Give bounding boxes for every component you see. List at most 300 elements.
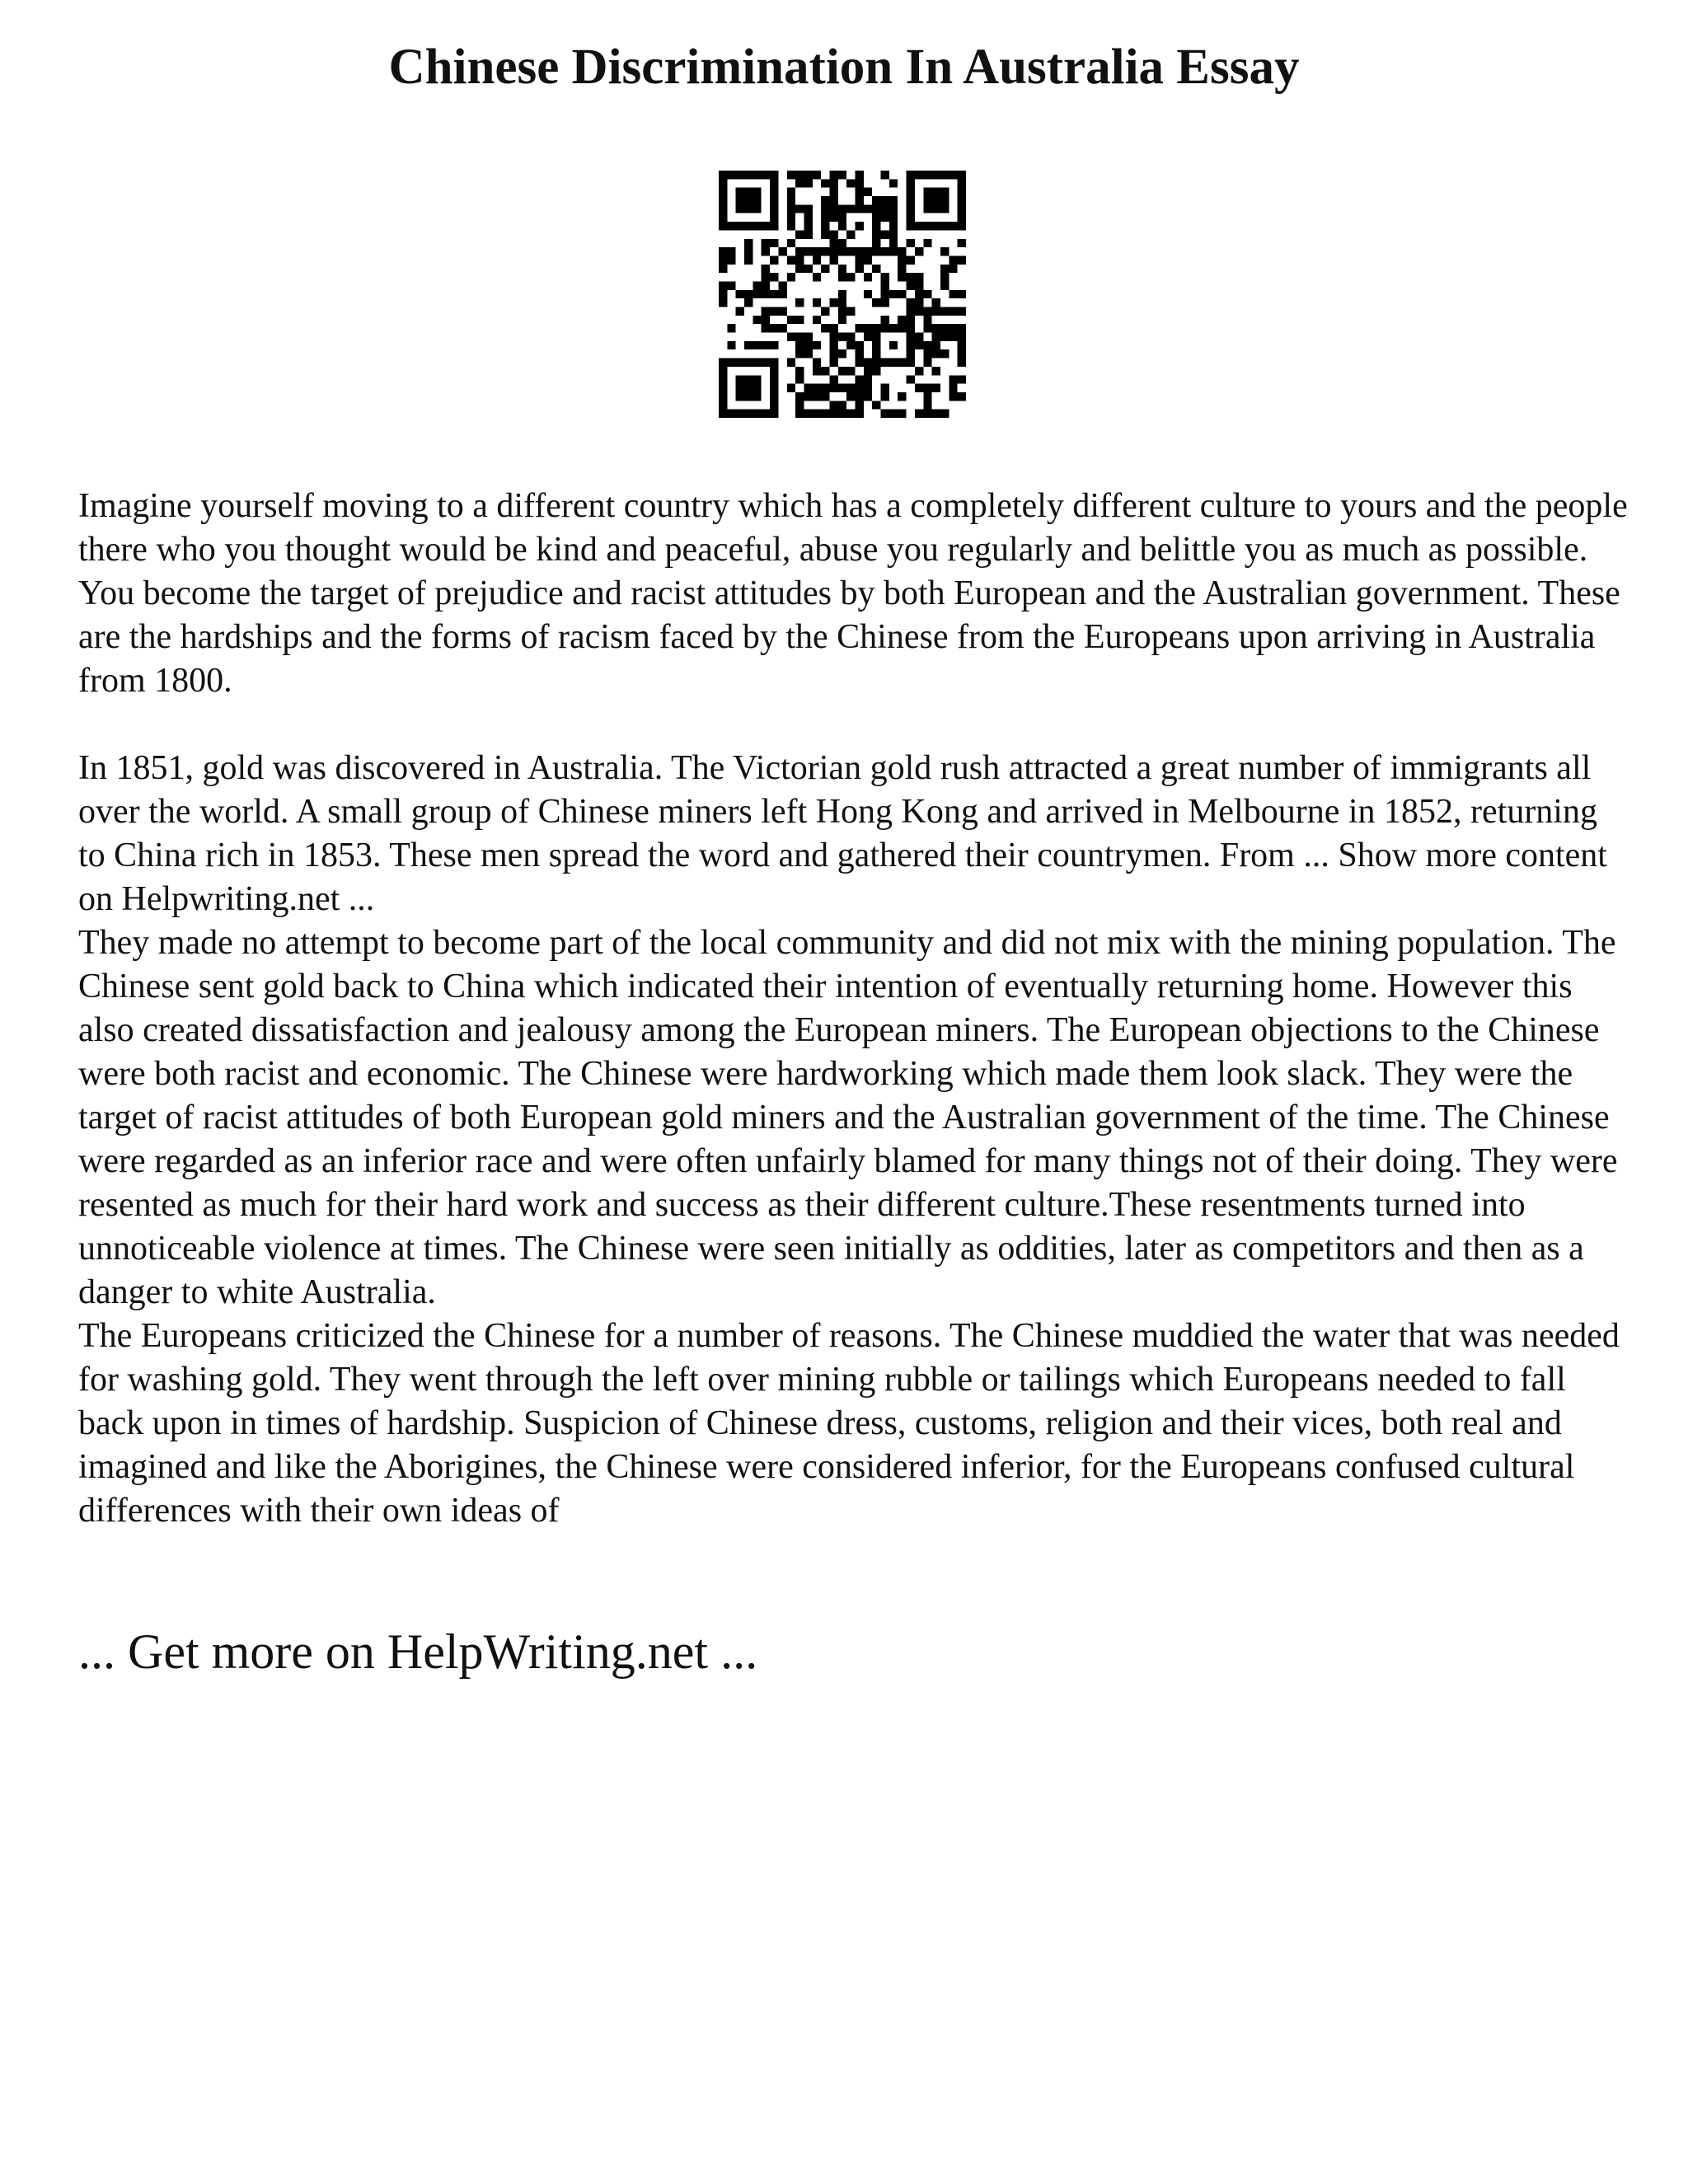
qr-module [753, 375, 761, 383]
qr-module [881, 384, 889, 392]
qr-module [804, 247, 812, 255]
qr-module [838, 204, 846, 213]
qr-module [770, 239, 778, 247]
qr-module [787, 171, 795, 179]
qr-module [881, 230, 889, 238]
qr-module [846, 384, 855, 392]
qr-module [753, 188, 761, 196]
qr-module [940, 307, 949, 316]
qr-module [838, 265, 846, 273]
qr-module [770, 359, 778, 367]
qr-module [719, 384, 727, 392]
qr-module [864, 188, 872, 196]
qr-module [958, 341, 966, 349]
qr-module [795, 204, 804, 213]
qr-module [864, 204, 872, 213]
qr-module [872, 196, 880, 204]
qr-module [872, 222, 880, 230]
qr-module [787, 204, 795, 213]
qr-module [872, 367, 880, 375]
qr-module [744, 290, 753, 298]
qr-module [923, 290, 931, 298]
page-title: Chinese Discrimination In Australia Essay [388, 40, 1300, 95]
qr-module [744, 247, 753, 255]
qr-module [719, 410, 727, 418]
qr-module [804, 230, 812, 238]
qr-module [872, 341, 880, 349]
qr-module [838, 247, 846, 255]
qr-module [829, 179, 837, 187]
qr-module [838, 298, 846, 307]
qr-module [856, 265, 864, 273]
qr-module [907, 239, 915, 247]
qr-module [762, 281, 770, 289]
qr-module [889, 196, 898, 204]
qr-module [923, 359, 931, 367]
qr-module [719, 401, 727, 409]
qr-module [958, 196, 966, 204]
qr-module [907, 341, 915, 349]
qr-module [795, 349, 804, 358]
qr-module [864, 384, 872, 392]
qr-module [940, 265, 949, 273]
qr-module [787, 316, 795, 324]
qr-module [804, 171, 812, 179]
qr-module [940, 281, 949, 289]
qr-module [770, 401, 778, 409]
paragraph-community: They made no attempt to become part of the local community and did not mix with the mining population. The Chinese sent gold back to China which indicated their intention of eventually returning home. However this also created dissatisfaction and jealousy among the European miners. The European objections to the Chinese were both racist and economic. The Chinese were hardworking which made them look slack. They were the target of racist attitudes of both European gold miners and the Australian government of the time. The Chinese were regarded as an inferior race and were often unfairly blamed for many things not of their doing. They were resented as much for their hard work and success as their different culture.These resentments turned into unnoticeable violence at times. The Chinese were seen initially as oddities, later as competitors and then as a danger to white Australia. [78, 924, 1618, 1311]
qr-module [864, 273, 872, 281]
qr-module [932, 349, 940, 358]
qr-module [846, 307, 855, 316]
qr-module [915, 341, 923, 349]
qr-module [821, 265, 829, 273]
qr-module [744, 196, 753, 204]
qr-module [727, 341, 735, 349]
get-more-link[interactable]: ... Get more on HelpWriting.net ... [78, 1624, 758, 1679]
qr-module [915, 307, 923, 316]
qr-module [727, 255, 735, 264]
qr-module [744, 239, 753, 247]
qr-module [907, 333, 915, 341]
qr-module [932, 298, 940, 307]
qr-module [804, 341, 812, 349]
qr-module [881, 273, 889, 281]
qr-module [923, 239, 931, 247]
qr-module [915, 281, 923, 289]
qr-module [813, 316, 821, 324]
qr-module [881, 316, 889, 324]
qr-module [846, 367, 855, 375]
qr-module [932, 222, 940, 230]
qr-module [727, 222, 735, 230]
qr-module [932, 307, 940, 316]
qr-module [821, 179, 829, 187]
qr-module [753, 359, 761, 367]
qr-module [719, 179, 727, 187]
qr-module [958, 375, 966, 383]
qr-module [898, 392, 906, 401]
qr-module [736, 410, 744, 418]
qr-module [762, 324, 770, 332]
qr-module [958, 179, 966, 187]
paragraph-gold-rush: In 1851, gold was discovered in Australia. The Victorian gold rush attracted a great number of immigrants all over the world. A small group of Chinese miners left Hong Kong and arrived in Melbourne in 1852, returning to China rich in 1853. These men spread the word and gathered their countrymen. From ... Show more content on Helpwriting.net ... [78, 749, 1607, 918]
qr-module [787, 384, 795, 392]
qr-module [770, 367, 778, 375]
qr-module [829, 239, 837, 247]
qr-module [846, 230, 855, 238]
qr-module [923, 316, 931, 324]
qr-module [762, 273, 770, 281]
qr-module [872, 204, 880, 213]
qr-module [762, 359, 770, 367]
qr-module [949, 384, 957, 392]
qr-module [813, 298, 821, 307]
qr-module [864, 255, 872, 264]
qr-module [907, 179, 915, 187]
qr-module [915, 222, 923, 230]
qr-module [856, 349, 864, 358]
qr-module [719, 367, 727, 375]
qr-module [915, 171, 923, 179]
qr-module [719, 255, 727, 264]
qr-module [898, 255, 906, 264]
qr-module [958, 333, 966, 341]
qr-module [744, 375, 753, 383]
qr-module [795, 316, 804, 324]
qr-module [907, 213, 915, 222]
qr-module [915, 247, 923, 255]
qr-module [856, 341, 864, 349]
qr-module [881, 392, 889, 401]
qr-module [795, 392, 804, 401]
qr-module [753, 384, 761, 392]
qr-module [923, 204, 931, 213]
qr-module [846, 341, 855, 349]
qr-module [889, 204, 898, 213]
qr-module [795, 171, 804, 179]
qr-module [907, 281, 915, 289]
qr-module [923, 222, 931, 230]
qr-module [744, 188, 753, 196]
qr-module [727, 324, 735, 332]
qr-module [949, 324, 957, 332]
qr-module [923, 401, 931, 409]
qr-module [736, 222, 744, 230]
qr-module [762, 247, 770, 255]
qr-module [821, 196, 829, 204]
qr-module [856, 188, 864, 196]
qr-module [762, 307, 770, 316]
qr-module [770, 213, 778, 222]
qr-module [744, 298, 753, 307]
qr-module [829, 401, 837, 409]
qr-module [719, 188, 727, 196]
qr-module [846, 410, 855, 418]
qr-module [795, 410, 804, 418]
qr-module [881, 298, 889, 307]
qr-module [753, 281, 761, 289]
qr-module [736, 290, 744, 298]
qr-module [795, 298, 804, 307]
qr-module [856, 247, 864, 255]
qr-module [795, 341, 804, 349]
qr-module [727, 281, 735, 289]
qr-module [846, 204, 855, 213]
qr-module [872, 298, 880, 307]
qr-module [770, 384, 778, 392]
qr-module [778, 247, 786, 255]
qr-module [898, 324, 906, 332]
qr-module [898, 247, 906, 255]
qr-module [795, 367, 804, 375]
qr-module [838, 307, 846, 316]
qr-module [778, 290, 786, 298]
qr-module [949, 375, 957, 383]
qr-module [829, 298, 837, 307]
qr-module [889, 222, 898, 230]
qr-module [762, 410, 770, 418]
qr-module [932, 324, 940, 332]
qr-module [787, 273, 795, 281]
qr-module [872, 359, 880, 367]
qr-module [932, 188, 940, 196]
qr-module [958, 204, 966, 213]
qr-module [949, 307, 957, 316]
qr-module [838, 401, 846, 409]
qr-module [727, 359, 735, 367]
qr-module [923, 384, 931, 392]
qr-module [770, 196, 778, 204]
qr-module [846, 179, 855, 187]
qr-module [838, 171, 846, 179]
qr-module [719, 204, 727, 213]
qr-module [719, 247, 727, 255]
qr-module [829, 333, 837, 341]
qr-module [795, 230, 804, 238]
qr-module [838, 410, 846, 418]
qr-module [856, 359, 864, 367]
qr-module [856, 375, 864, 383]
qr-module [923, 196, 931, 204]
qr-module [770, 179, 778, 187]
qr-module [770, 222, 778, 230]
qr-module [719, 375, 727, 383]
qr-module [719, 196, 727, 204]
qr-module [940, 324, 949, 332]
qr-module [932, 333, 940, 341]
qr-module [778, 281, 786, 289]
qr-module [829, 213, 837, 222]
qr-module [846, 392, 855, 401]
qr-module [881, 410, 889, 418]
qr-module [949, 222, 957, 230]
qr-module [889, 341, 898, 349]
paragraph-intro: Imagine yourself moving to a different country which has a completely different culture to yours and the people there who you thought would be kind and peaceful, abuse you regularly and belittle you as much as possible. You become the target of prejudice and racist attitudes by both European and the Australian government. These are the hardships and the forms of racism faced by the Chinese from the Europeans upon arriving in Australia from 1800. [78, 487, 1628, 700]
qr-module [829, 410, 837, 418]
qr-module [856, 255, 864, 264]
qr-module [907, 255, 915, 264]
qr-module [949, 290, 957, 298]
qr-module [719, 222, 727, 230]
qr-module [898, 316, 906, 324]
qr-module [719, 290, 727, 298]
qr-module [881, 359, 889, 367]
qr-module [907, 375, 915, 383]
qr-module [821, 307, 829, 316]
qr-module [813, 247, 821, 255]
qr-module [829, 230, 837, 238]
qr-module [821, 247, 829, 255]
qr-module [907, 273, 915, 281]
qr-module [958, 307, 966, 316]
qr-module [907, 324, 915, 332]
qr-module [744, 410, 753, 418]
qr-module [949, 265, 957, 273]
qr-module [829, 375, 837, 383]
qr-module [889, 359, 898, 367]
qr-module [770, 204, 778, 213]
qr-module [821, 222, 829, 230]
qr-module [898, 265, 906, 273]
qr-module [923, 324, 931, 332]
qr-module [872, 213, 880, 222]
qr-module [821, 324, 829, 332]
qr-module [864, 290, 872, 298]
qr-module [795, 375, 804, 383]
qr-module [907, 307, 915, 316]
qr-module [762, 239, 770, 247]
qr-module [889, 213, 898, 222]
qr-module [829, 359, 837, 367]
qr-module [932, 384, 940, 392]
qr-module [821, 392, 829, 401]
qr-module [787, 359, 795, 367]
qr-module [907, 188, 915, 196]
qr-module [804, 179, 812, 187]
qr-module [898, 290, 906, 298]
qr-module [719, 171, 727, 179]
qr-module [821, 410, 829, 418]
qr-module [821, 230, 829, 238]
qr-module [736, 375, 744, 383]
qr-module [915, 384, 923, 392]
qr-module [770, 188, 778, 196]
qr-module [856, 179, 864, 187]
qr-module [744, 384, 753, 392]
qr-module [881, 290, 889, 298]
qr-module [838, 316, 846, 324]
qr-module [813, 410, 821, 418]
qr-module [736, 392, 744, 401]
qr-module [932, 171, 940, 179]
qr-module [932, 204, 940, 213]
qr-module [838, 384, 846, 392]
qr-module [736, 384, 744, 392]
qr-module [958, 171, 966, 179]
qr-module [889, 290, 898, 298]
qr-module [813, 255, 821, 264]
qr-module [949, 333, 957, 341]
qr-module [829, 171, 837, 179]
qr-module [829, 204, 837, 213]
qr-module [838, 222, 846, 230]
qr-module [940, 333, 949, 341]
qr-code-graphic [719, 171, 966, 418]
qr-module [889, 247, 898, 255]
qr-module [727, 247, 735, 255]
paragraph-criticism: The Europeans criticized the Chinese for a number of reasons. The Chinese muddied the water that was needed for washing gold. They went through the left over mining rubble or tailings which Europeans needed to fall back upon in times of hardship. Suspicion of Chinese dress, customs, religion and their vices, both real and imagined and like the Aborigines, the Chinese were considered inferior, for the Europeans confused cultural differences with their own ideas of [78, 1317, 1620, 1530]
qr-module [838, 239, 846, 247]
qr-module [940, 410, 949, 418]
qr-module [804, 213, 812, 222]
qr-module [907, 359, 915, 367]
qr-module [872, 265, 880, 273]
qr-module [889, 239, 898, 247]
qr-module [907, 316, 915, 324]
qr-module [915, 333, 923, 341]
qr-module [881, 247, 889, 255]
qr-module [958, 290, 966, 298]
qr-module [864, 333, 872, 341]
qr-module [736, 307, 744, 316]
qr-module [795, 247, 804, 255]
qr-module [744, 341, 753, 349]
qr-module [736, 204, 744, 213]
qr-module [864, 367, 872, 375]
qr-module [787, 255, 795, 264]
qr-module [940, 188, 949, 196]
qr-module [813, 392, 821, 401]
qr-module [736, 196, 744, 204]
qr-module [829, 349, 837, 358]
qr-module [744, 171, 753, 179]
qr-module [804, 384, 812, 392]
qr-module [856, 324, 864, 332]
qr-module [864, 247, 872, 255]
qr-module [881, 204, 889, 213]
qr-module [813, 384, 821, 392]
qr-module [753, 392, 761, 401]
qr-module [770, 324, 778, 332]
qr-module [727, 171, 735, 179]
qr-module [787, 222, 795, 230]
qr-module [821, 367, 829, 375]
qr-module [804, 333, 812, 341]
qr-module [804, 265, 812, 273]
qr-module [753, 341, 761, 349]
qr-module [744, 359, 753, 367]
qr-module [787, 188, 795, 196]
qr-module [958, 324, 966, 332]
qr-module [719, 213, 727, 222]
qr-module [856, 222, 864, 230]
qr-module [821, 384, 829, 392]
qr-module [958, 239, 966, 247]
qr-code [719, 171, 966, 418]
qr-module [889, 410, 898, 418]
qr-module [846, 333, 855, 341]
qr-module [856, 196, 864, 204]
qr-module [940, 196, 949, 204]
qr-module [915, 410, 923, 418]
qr-module [907, 171, 915, 179]
qr-module [762, 222, 770, 230]
qr-module [864, 375, 872, 383]
qr-module [958, 213, 966, 222]
qr-module [958, 255, 966, 264]
qr-module [813, 171, 821, 179]
